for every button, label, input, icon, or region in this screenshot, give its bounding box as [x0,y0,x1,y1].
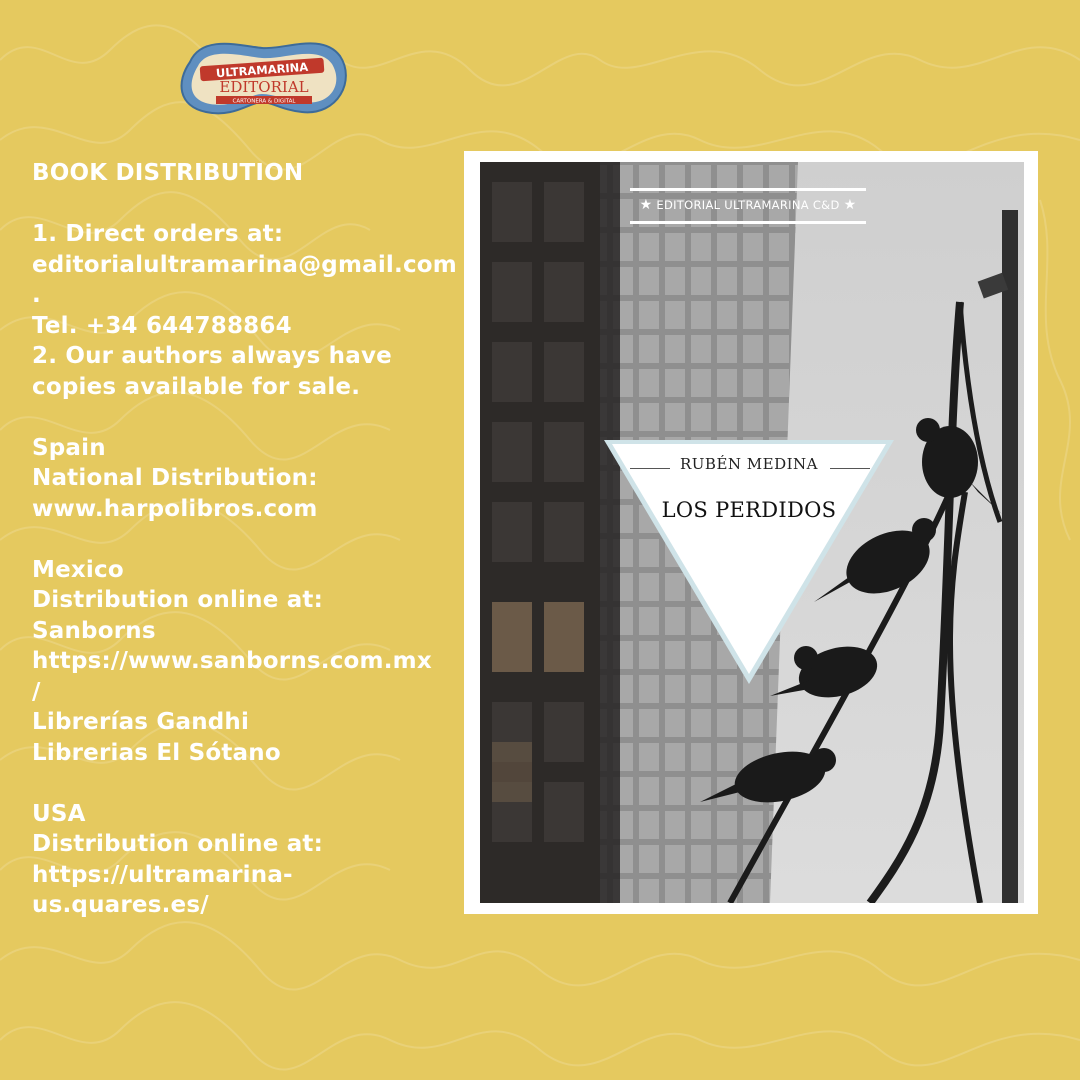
book-title: LOS PERDIDOS [661,498,837,522]
star-icon: ★ [639,197,653,213]
imprint-text: EDITORIAL ULTRAMARINA C&D [656,198,840,212]
spain-label: National Distribution: [32,465,318,491]
info-heading: BOOK DISTRIBUTION [32,160,304,186]
mexico-label: Distribution online at: [32,587,324,613]
authors-line-2: copies available for sale. [32,373,361,400]
imprint-banner [630,188,866,224]
logo-bottom-text: CARTONERA & DIGITAL [232,98,296,105]
usa-url-1[interactable]: https://ultramarina- [32,861,293,888]
spain-url[interactable]: www.harpolibros.com [32,495,318,522]
mexico-store-sotano: Librerias El Sótano [32,739,281,766]
usa-label: Distribution online at: [32,831,324,857]
phone-number[interactable]: Tel. +34 644788864 [32,312,292,339]
author-name: RUBÉN MEDINA [679,455,819,473]
ultramarina-logo [172,32,352,122]
usa-heading: USA [32,800,86,827]
distribution-info [32,158,457,921]
spain-heading: Spain [32,434,106,461]
mexico-heading: Mexico [32,556,124,583]
title-triangle [604,440,894,690]
direct-orders-label: 1. Direct orders at: [32,221,284,247]
logo-main-text: EDITORIAL [219,78,309,96]
mexico-url[interactable]: https://www.sanborns.com.mx [32,648,432,674]
star-icon: ★ [843,197,857,213]
mexico-store-sanborns: Sanborns [32,617,156,644]
usa-url-2[interactable]: us.quares.es/ [32,892,209,918]
email-link[interactable]: editorialultramarina@gmail.com [32,251,457,278]
email-dot: . [32,282,41,308]
logo-top-text: ULTRAMARINA [215,59,309,81]
authors-line-1: 2. Our authors always have [32,343,392,369]
mexico-store-gandhi: Librerías Gandhi [32,709,250,735]
mexico-url-cont[interactable]: / [32,678,41,705]
book-cover [480,162,1024,903]
